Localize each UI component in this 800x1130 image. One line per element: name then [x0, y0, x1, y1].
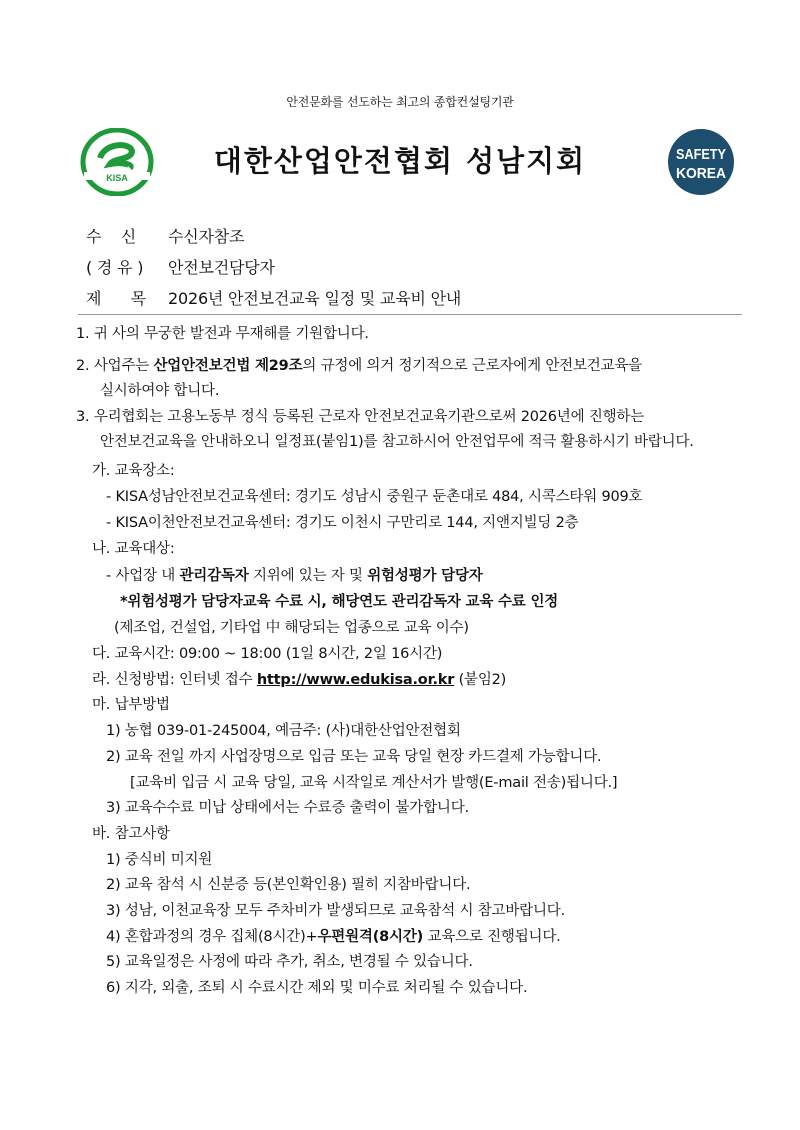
text: 의 규정에 의거 정기적으로 근로자에게 안전보건교육을	[302, 358, 642, 374]
text: 2. 사업주는	[76, 358, 154, 374]
note-3: 3) 성남, 이천교육장 모두 주차비가 발생되므로 교육참석 시 참고바랍니다.	[106, 903, 565, 919]
org-title: 대한산업안전협회 성남지회	[213, 144, 587, 178]
target-note: *위험성평가 담당자교육 수료 시, 해당연도 관리감독자 교육 수료 인정	[120, 594, 559, 610]
recipient-label: 수 신	[86, 227, 137, 246]
target-line	[106, 566, 483, 586]
recipient-row	[86, 227, 244, 247]
text: 관리감독자	[179, 568, 249, 584]
subject-label: 제 목	[86, 289, 146, 308]
text: 위험성평가 담당자	[367, 568, 483, 584]
text: 라. 신청방법: 인터넷 접수	[92, 672, 257, 688]
via-row	[86, 258, 275, 278]
paragraph-2-cont: 실시하여야 합니다.	[100, 383, 220, 399]
note-4	[106, 927, 561, 947]
via-label: ( 경 유 )	[86, 258, 144, 277]
text: - 사업장 내	[106, 568, 180, 584]
svg-text:KISA: KISA	[106, 173, 128, 183]
location-seongnam: - KISA성남안전보건교육센터: 경기도 성남시 중원구 둔촌대로 484, 시콕스타워 909호	[106, 489, 643, 505]
section-ra	[92, 670, 506, 690]
header-divider	[78, 314, 742, 315]
text: 지위에 있는 자 및	[248, 568, 368, 584]
note-5: 5) 교육일정은 사정에 따라 추가, 취소, 변경될 수 있습니다.	[106, 954, 473, 970]
org-tagline: 안전문화를 선도하는 최고의 종합컨설팅기관	[286, 95, 514, 109]
subject-row	[86, 289, 461, 309]
recipient-value: 수신자참조	[168, 227, 245, 246]
section-na: 나. 교육대상:	[92, 541, 175, 557]
text: 교육으로 진행됩니다.	[423, 929, 561, 945]
paragraph-2	[76, 356, 642, 376]
section-ma: 마. 납부방법	[92, 697, 170, 713]
section-da: 다. 교육시간: 09:00 ~ 18:00 (1일 8시간, 2일 16시간)	[92, 646, 443, 662]
section-ba: 바. 참고사항	[92, 826, 170, 842]
paragraph-3: 3. 우리협회는 고용노동부 정식 등록된 근로자 안전보건교육기관으로써 2026년에 진행하는	[76, 409, 645, 425]
text: 우편원격(8시간)	[317, 929, 424, 945]
text: (붙임2)	[454, 672, 507, 688]
payment-1: 1) 농협 039-01-245004, 예금주: (사)대한산업안전협회	[106, 723, 461, 739]
note-6: 6) 지각, 외출, 조퇴 시 수료시간 제외 및 미수료 처리될 수 있습니다.	[106, 980, 528, 996]
law-reference: 산업안전보건법 제29조	[153, 358, 303, 374]
payment-2-note: [교육비 입금 시 교육 당일, 교육 시작일로 계산서가 발행(E-mail 전송)됩니다.]	[130, 775, 618, 791]
note-2: 2) 교육 참석 시 신분증 등(본인확인용) 필히 지참바랍니다.	[106, 877, 471, 893]
paragraph-1: 1. 귀 사의 무궁한 발전과 무재해를 기원합니다.	[76, 326, 369, 342]
svg-text:KOREA: KOREA	[676, 165, 727, 182]
section-ga: 가. 교육장소:	[92, 463, 175, 479]
target-industry: (제조업, 건설업, 기타업 中 해당되는 업종으로 교육 이수)	[114, 620, 469, 636]
registration-link[interactable]: http://www.edukisa.or.kr	[256, 672, 455, 688]
note-1: 1) 중식비 미지원	[106, 852, 213, 868]
via-value: 안전보건담당자	[168, 258, 275, 277]
location-icheon: - KISA이천안전보건교육센터: 경기도 이천시 구만리로 144, 지앤지빌딩 2층	[106, 515, 579, 531]
safety-korea-logo-icon	[667, 128, 735, 196]
text: 4) 혼합과정의 경우 집체(8시간)+	[106, 929, 318, 945]
subject-value: 2026년 안전보건교육 일정 및 교육비 안내	[168, 289, 462, 308]
svg-text:SAFETY: SAFETY	[676, 146, 726, 163]
payment-2: 2) 교육 전일 까지 사업장명으로 입금 또는 교육 당일 현장 카드결제 가능합니다.	[106, 749, 602, 765]
payment-3: 3) 교육수수료 미납 상태에서는 수료증 출력이 불가합니다.	[106, 800, 469, 816]
paragraph-3-cont: 안전보건교육을 안내하오니 일정표(붙임1)를 참고하시어 안전업무에 적극 활용하시기 바랍니다.	[100, 434, 694, 450]
